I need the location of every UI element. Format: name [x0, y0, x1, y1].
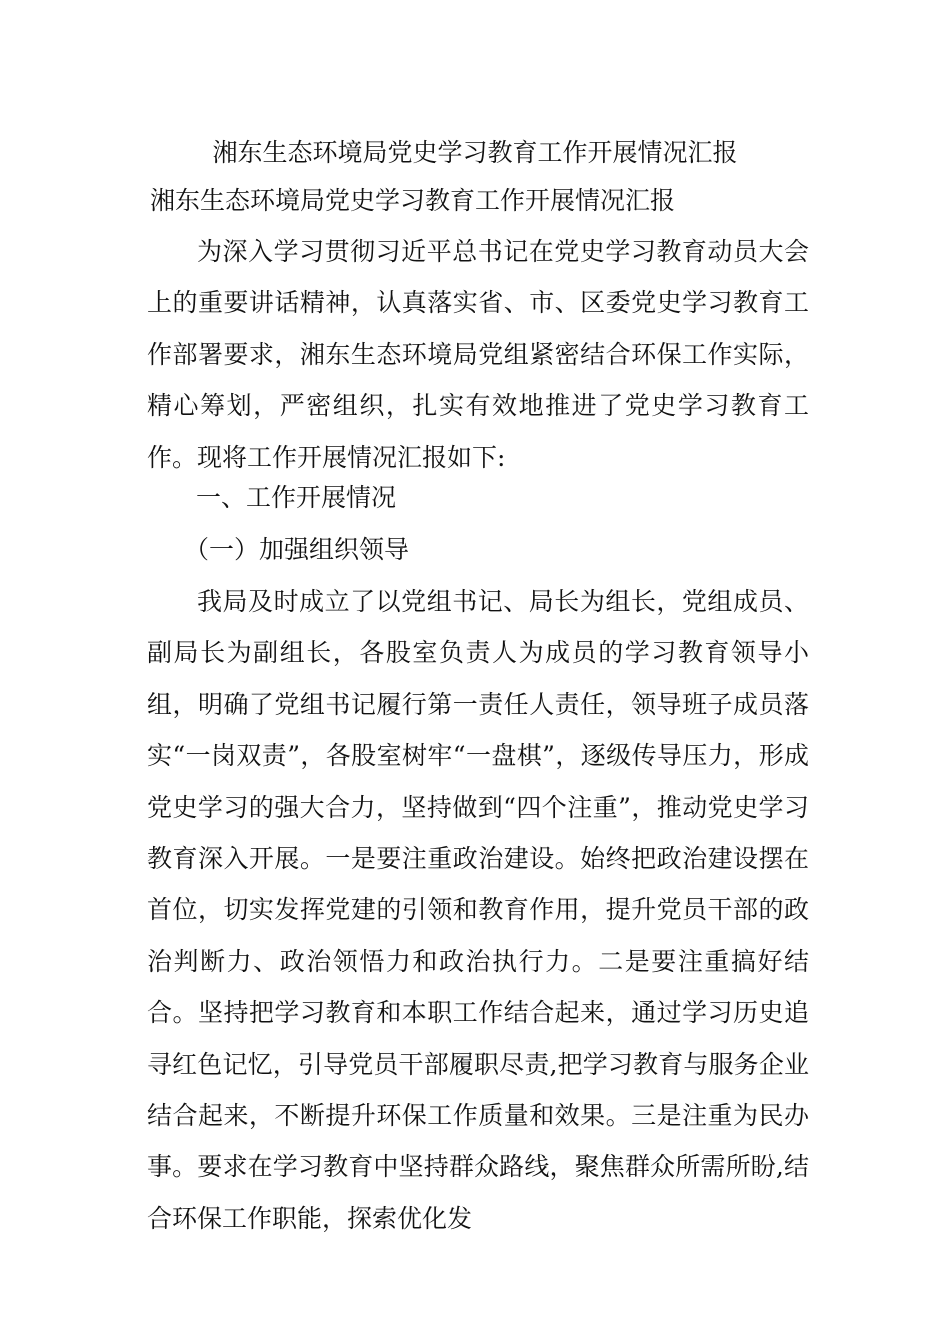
intro-paragraph: 为深入学习贯彻习近平总书记在党史学习教育动员大会上的重要讲话精神，认真落实省、市、区委党史学习教育工作部署要求，湘东生态环境局党组紧密结合环保工作实际，精心筹划，严密组织，扎实有效地推进了党史学习教育工作。现将工作开展情况汇报如下:	[147, 237, 809, 472]
section-heading: 一、工作开展情况	[196, 483, 397, 512]
subsection-heading: （一）加强组织领导	[184, 535, 410, 564]
main-paragraph: 我局及时成立了以党组书记、局长为组长，党组成员、副局长为副组长，各股室负责人为成员的学习教育领导小组，明确了党组书记履行第一责任人责任，领导班子成员落实“一岗双责”，各股室树牢“一盘棋”，逐级传导压力，形成党史学习的强大合力，坚持做到“四个注重”，推动党史学习教育深入开展。一是要注重政治建设。始终把政治建设摆在首位，切实发挥党建的引领和教育作用，提升党员干部的政治判断力、政治领悟力和政治执行力。二是要注重搞好结合。坚持把学习教育和本职工作结合起来，通过学习历史追寻红色记忆，引导党员干部履职尽责,把学习教育与服务企业结合起来，不断提升环保工作质量和效果。三是注重为民办事。要求在学习教育中坚持群众路线，聚焦群众所需所盼,结合环保工作职能，探索优化发	[147, 587, 809, 1233]
document-title-repeat: 湘东生态环境局党史学习教育工作开展情况汇报	[150, 186, 676, 215]
document-title: 湘东生态环境局党史学习教育工作开展情况汇报	[212, 138, 738, 167]
